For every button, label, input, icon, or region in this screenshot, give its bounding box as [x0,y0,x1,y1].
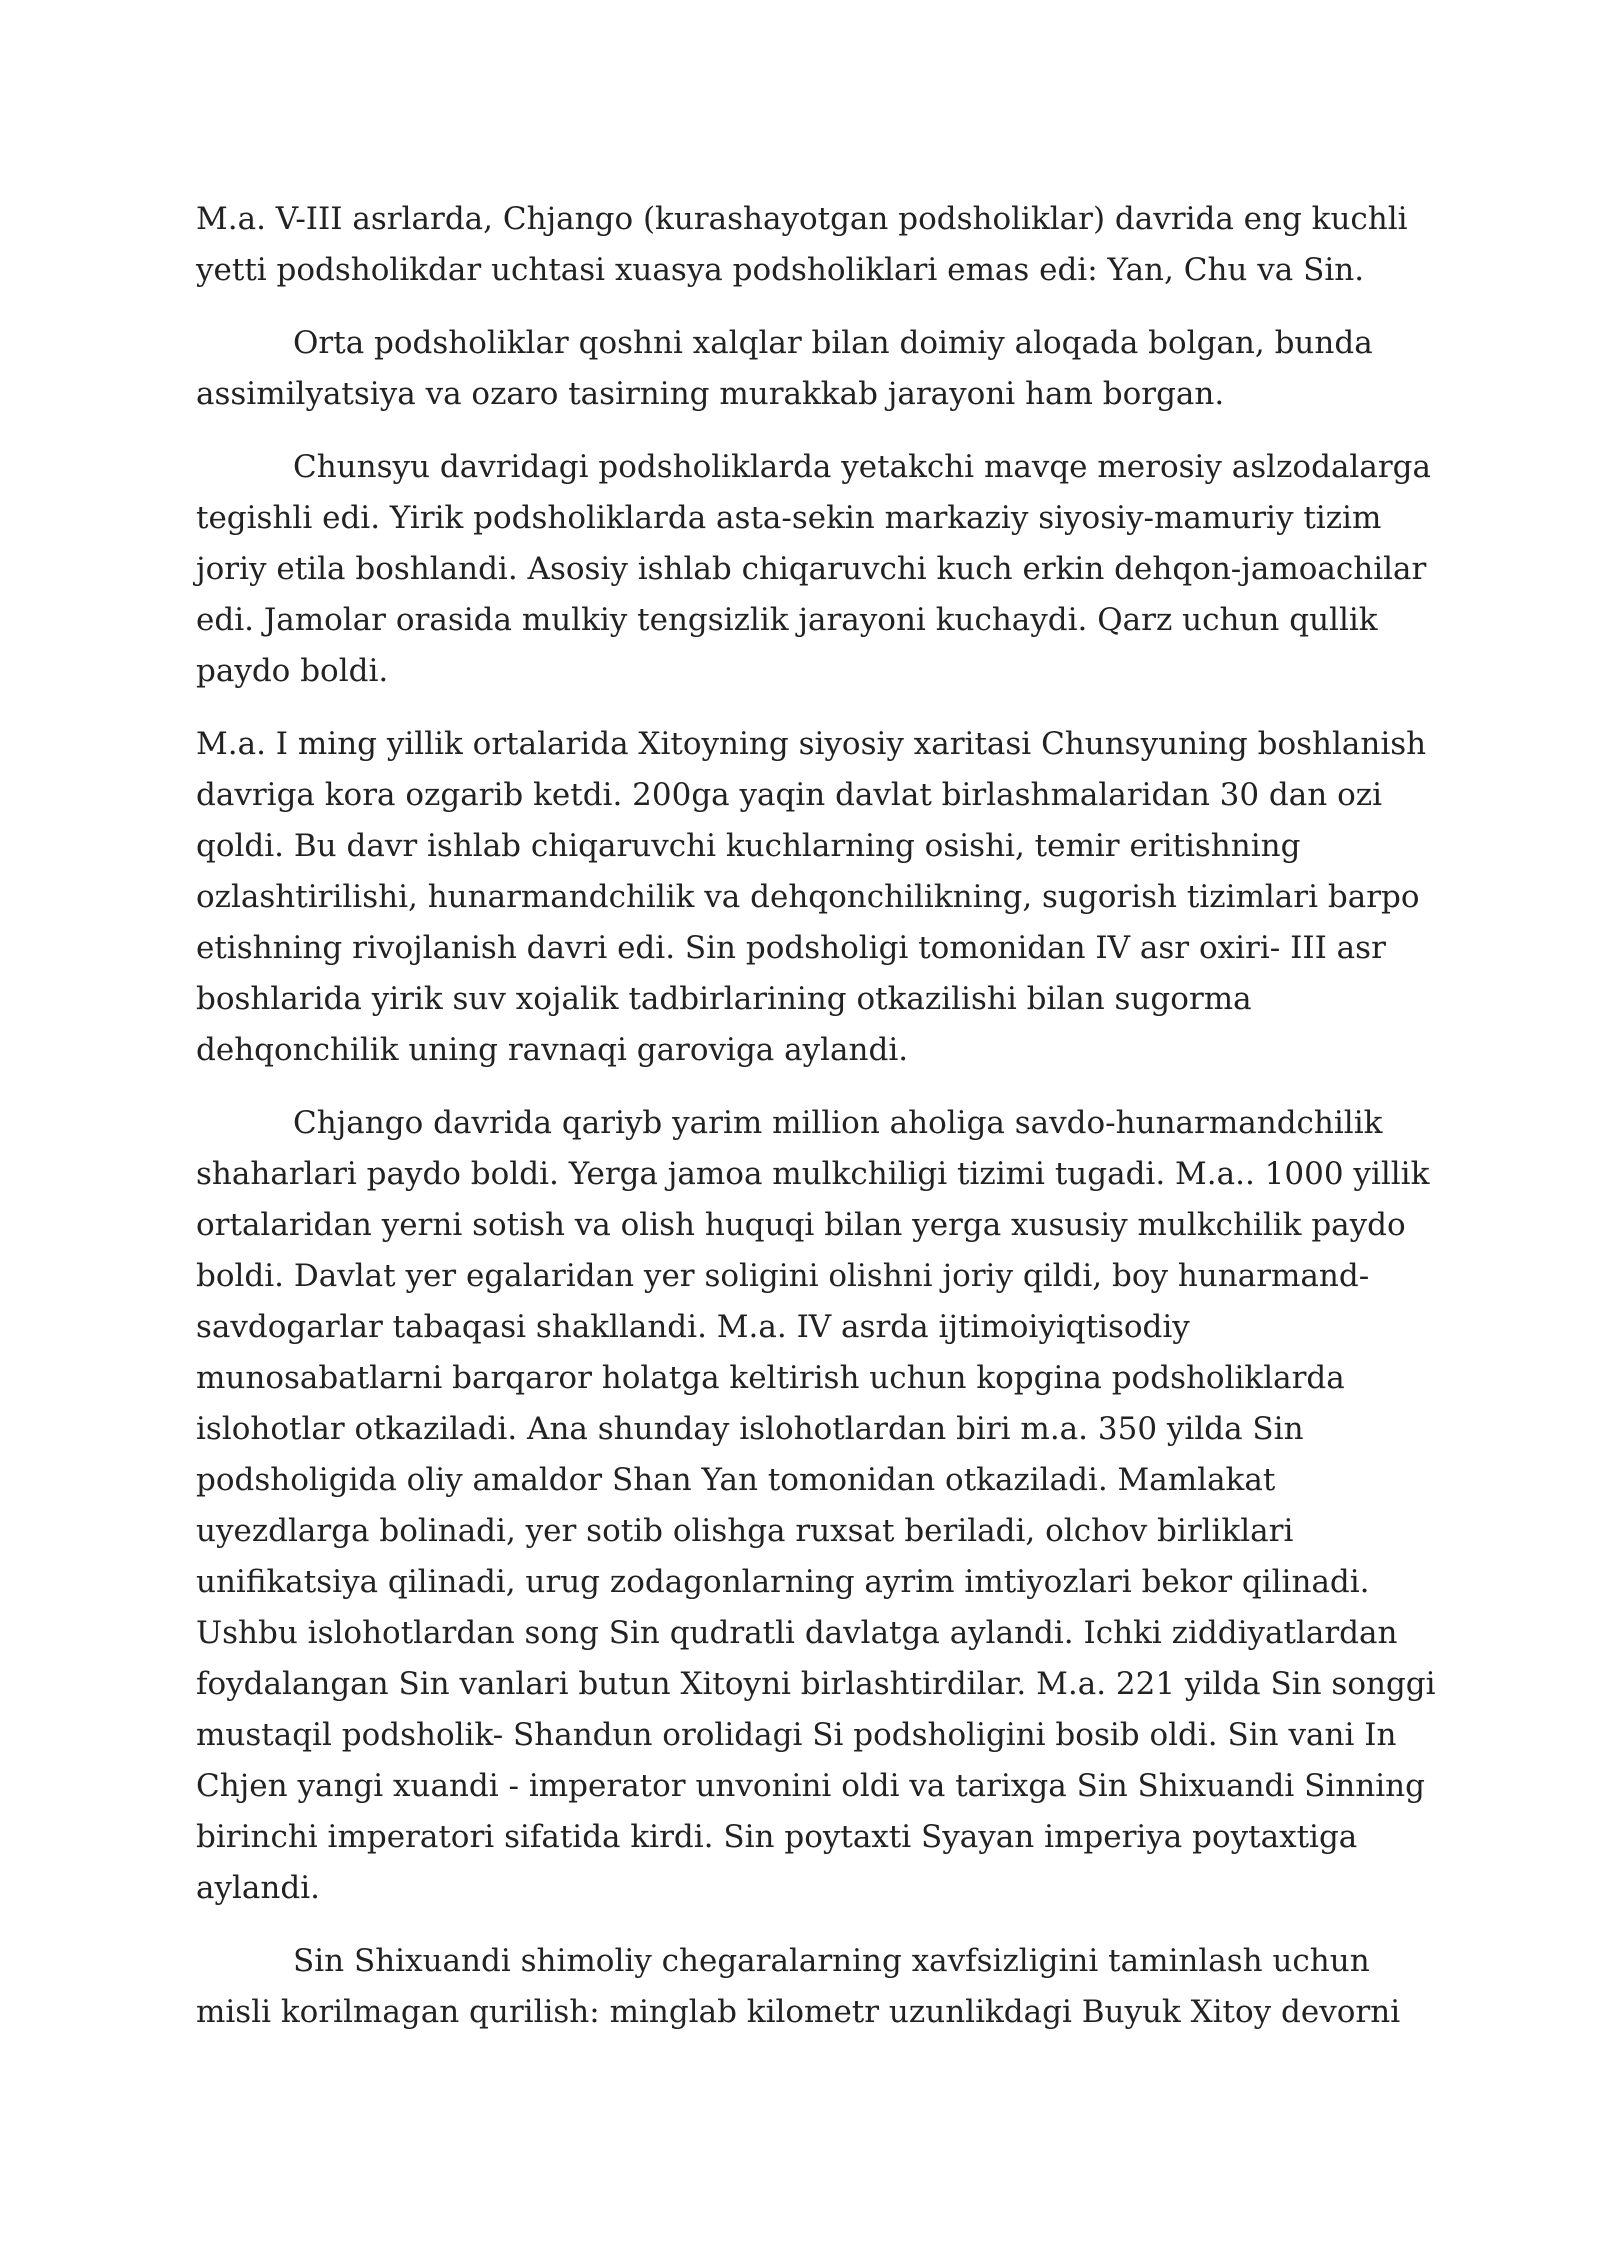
paragraph: Sin Shixuandi shimoliy chegaralarning xavfsizligini taminlash uchun misli korilmagan qurilish: minglab kilometr uzunlikdagi Buyuk Xitoy devorni [196,1943,1401,2030]
paragraph: M.a. I ming yillik ortalarida Xitoyning siyosiy xaritasi Chunsyuning boshlanish davriga kora ozgarib ketdi. 200ga yaqin davlat birlashmalaridan 30 dan ozi qoldi. Bu davr ishlab chiqaruvchi kuchlarning osishi, temir eritishning ozlashtirilishi, hunarmandchilik va dehqonchilikning, sugorish tizimlari barpo etishning rivojlanish davri edi. Sin podsholigi tomonidan IV asr oxiri- III asr boshlarida yirik suv xojalik tadbirlarining otkazilishi bilan sugorma dehqonchilik uning ravnaqi garoviga aylandi. [196,726,1427,1068]
paragraph: M.a. V-III asrlarda, Chjango (kurashayotgan podsholiklar) davrida eng kuchli yetti podsholikdar uchtasi xuasya podsholiklari emas edi: Yan, Chu va Sin. [196,201,1408,288]
paragraph: Orta podsholiklar qoshni xalqlar bilan doimiy aloqada bolgan, bunda assimilyatsiya va ozaro tasirning murakkab jarayoni ham borgan. [196,325,1373,412]
paragraph: Chunsyu davridagi podsholiklarda yetakchi mavqe merosiy aslzodalarga tegishli edi. Yirik podsholiklarda asta-sekin markaziy siyosiy-mamuriy tizim joriy etila boshlandi. Asosiy ishlab chiqaruvchi kuch erkin dehqon-jamoachilar edi. Jamolar orasida mulkiy tengsizlik jarayoni kuchaydi. Qarz uchun qullik paydo boldi. [196,449,1431,689]
document-body [196,194,1436,2060]
paragraph: Chjango davrida qariyb yarim million aholiga savdo-hunarmandchilik shaharlari paydo boldi. Yerga jamoa mulkchiligi tizimi tugadi. M.a.. 1000 yillik ortalaridan yerni sotish va olish huquqi bilan yerga xususiy mulkchilik paydo boldi. Davlat yer egalaridan yer soligini olishni joriy qildi, boy hunarmand-savdogarlar tabaqasi shakllandi. M.a. IV asrda ijtimoiyiqtisodiy munosabatlarni barqaror holatga keltirish uchun kopgina podsholiklarda islohotlar otkaziladi. Ana shunday islohotlardan biri m.a. 350 yilda Sin podsholigida oliy amaldor Shan Yan tomonidan otkaziladi. Mamlakat uyezdlarga bolinadi, yer sotib olishga ruxsat beriladi, olchov birliklari unifikatsiya qilinadi, urug zodagonlarning ayrim imtiyozlari bekor qilinadi. Ushbu islohotlardan song Sin qudratli davlatga aylandi. Ichki ziddiyatlardan foydalangan Sin vanlari butun Xitoyni birlashtirdilar. M.a. 221 yilda Sin songgi mustaqil podsholik- Shandun orolidagi Si podsholigini bosib oldi. Sin vani In Chjen yangi xuandi - imperator unvonini oldi va tarixga Sin Shixuandi Sinning birinchi imperatori sifatida kirdi. Sin poytaxti Syayan imperiya poytaxtiga aylandi. [196,1105,1436,1906]
